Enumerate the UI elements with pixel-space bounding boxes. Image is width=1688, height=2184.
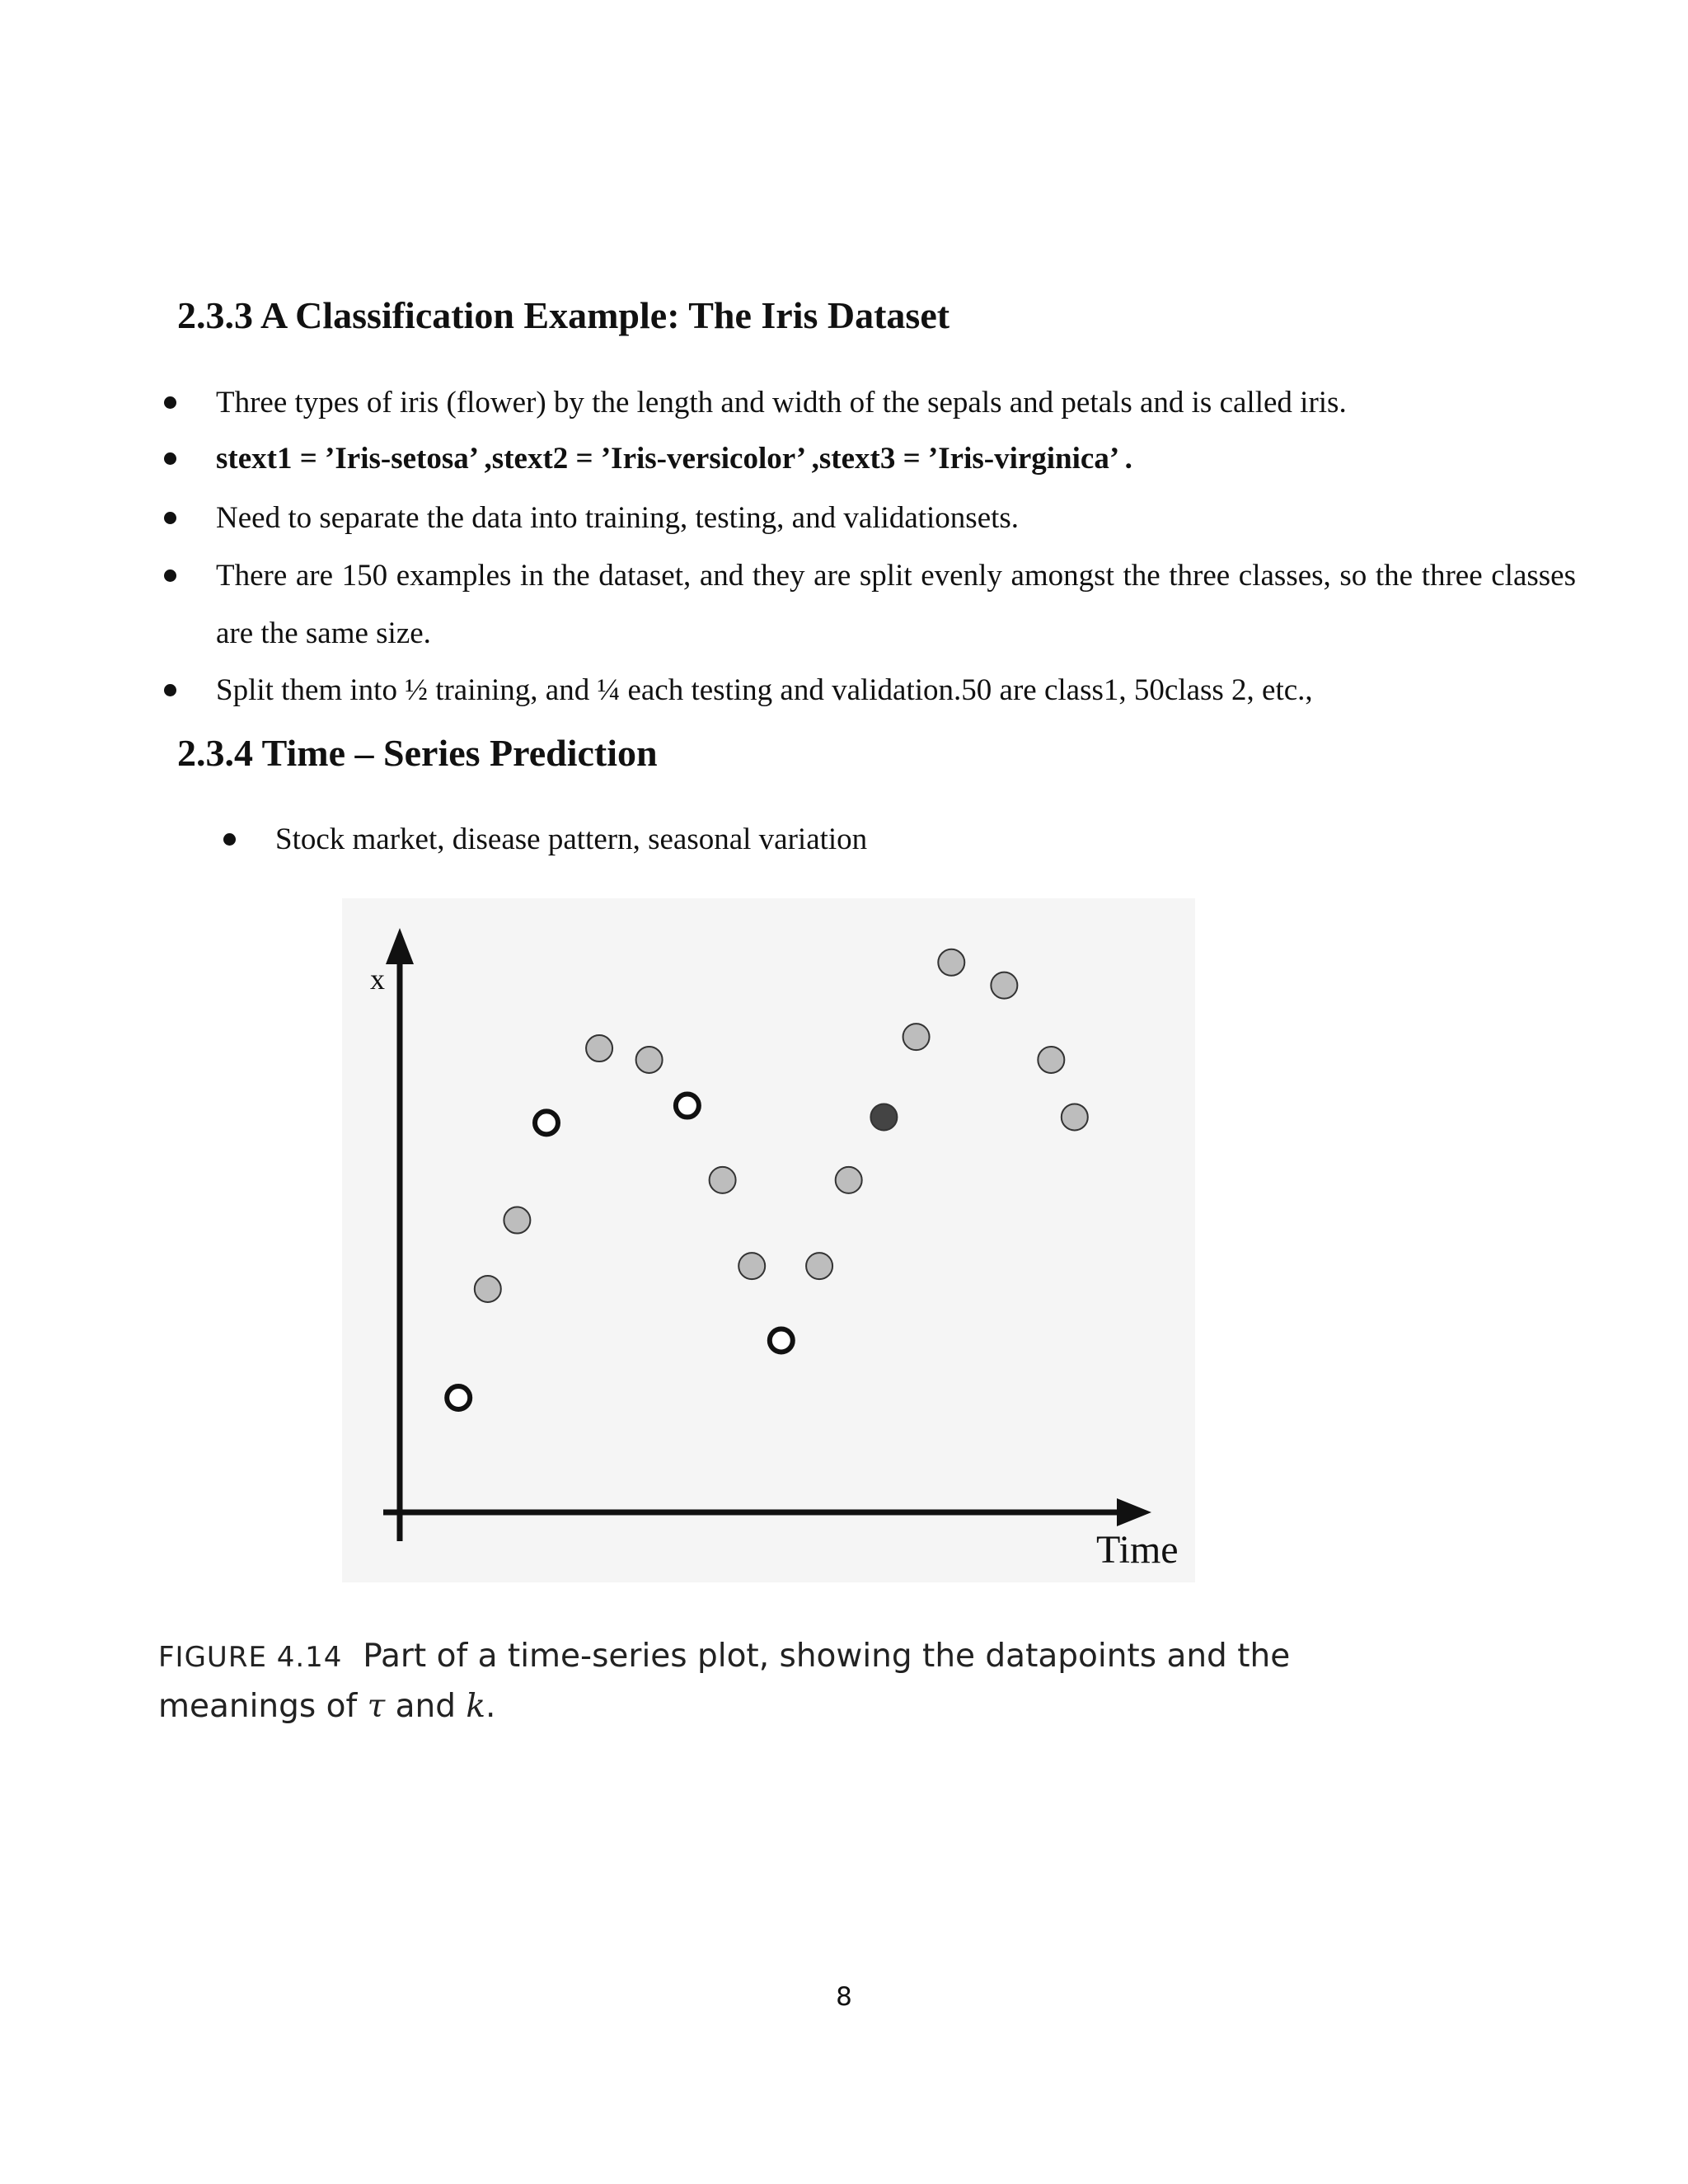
bullet-dot xyxy=(164,396,176,409)
hollow-data-point xyxy=(676,1094,699,1118)
bullet-text: Need to separate the data into training, testing, and validationsets. xyxy=(216,501,1020,535)
x-axis-arrow xyxy=(1117,1498,1151,1526)
data-points xyxy=(447,949,1088,1409)
figure-caption xyxy=(158,1632,1411,1732)
caption-k: k xyxy=(466,1688,486,1725)
bullet-dot xyxy=(223,833,236,846)
subsection-heading: 2.3.4 Time – Series Prediction xyxy=(177,732,658,774)
filled-data-point xyxy=(1062,1104,1088,1130)
x-axis-label: Time xyxy=(1096,1528,1179,1572)
bullet-dot xyxy=(164,452,176,465)
hollow-data-point xyxy=(770,1329,793,1352)
hollow-data-point xyxy=(535,1111,558,1134)
dark-data-point xyxy=(870,1104,897,1130)
section-heading: 2.3.3 A Classification Example: The Iris Dataset xyxy=(177,294,950,336)
filled-data-point xyxy=(504,1207,530,1234)
caption-number: FIGURE 4.14 xyxy=(158,1641,343,1674)
bullet-text: There are 150 examples in the dataset, and they are split evenly amongst the three classes, so the three classes are the same size. xyxy=(216,559,1576,650)
filled-data-point xyxy=(475,1276,501,1302)
bullet-text: stext1 = ’Iris-setosa’ ,stext2 = ’Iris-versicolor’ ,stext3 = ’Iris-virginica’ . xyxy=(216,442,1132,476)
y-axis-label: x xyxy=(370,963,385,996)
bullet-dot xyxy=(164,569,176,582)
bullet-dot xyxy=(164,684,176,696)
caption-and: and xyxy=(395,1688,456,1725)
filled-data-point xyxy=(903,1024,930,1050)
y-axis-arrow xyxy=(386,928,414,964)
bullet-dot xyxy=(164,512,176,524)
time-series-chart xyxy=(342,898,1195,1582)
filled-data-point xyxy=(938,949,964,976)
filled-data-point xyxy=(636,1047,663,1073)
filled-data-point xyxy=(836,1167,862,1193)
bullet-text: Stock market, disease pattern, seasonal variation xyxy=(275,823,868,856)
filled-data-point xyxy=(806,1253,832,1279)
bullet-text: Three types of iris (flower) by the length and width of the sepals and petals and is called iris. xyxy=(216,386,1347,419)
bullet-text: Split them into ½ training, and ¼ each testing and validation.50 are class1, 50class 2, etc., xyxy=(216,673,1313,707)
chart-axes xyxy=(370,928,1179,1572)
hollow-data-point xyxy=(447,1386,470,1409)
page-number: 8 xyxy=(836,1982,852,2012)
caption-end: . xyxy=(485,1688,496,1725)
caption-tau: τ xyxy=(367,1688,386,1725)
filled-data-point xyxy=(991,972,1017,999)
filled-data-point xyxy=(710,1167,736,1193)
caption-text: Part of a time-series plot, showing the datapoints and the meanings of xyxy=(158,1638,1291,1725)
filled-data-point xyxy=(586,1035,612,1062)
filled-data-point xyxy=(1038,1047,1064,1073)
filled-data-point xyxy=(738,1253,765,1279)
